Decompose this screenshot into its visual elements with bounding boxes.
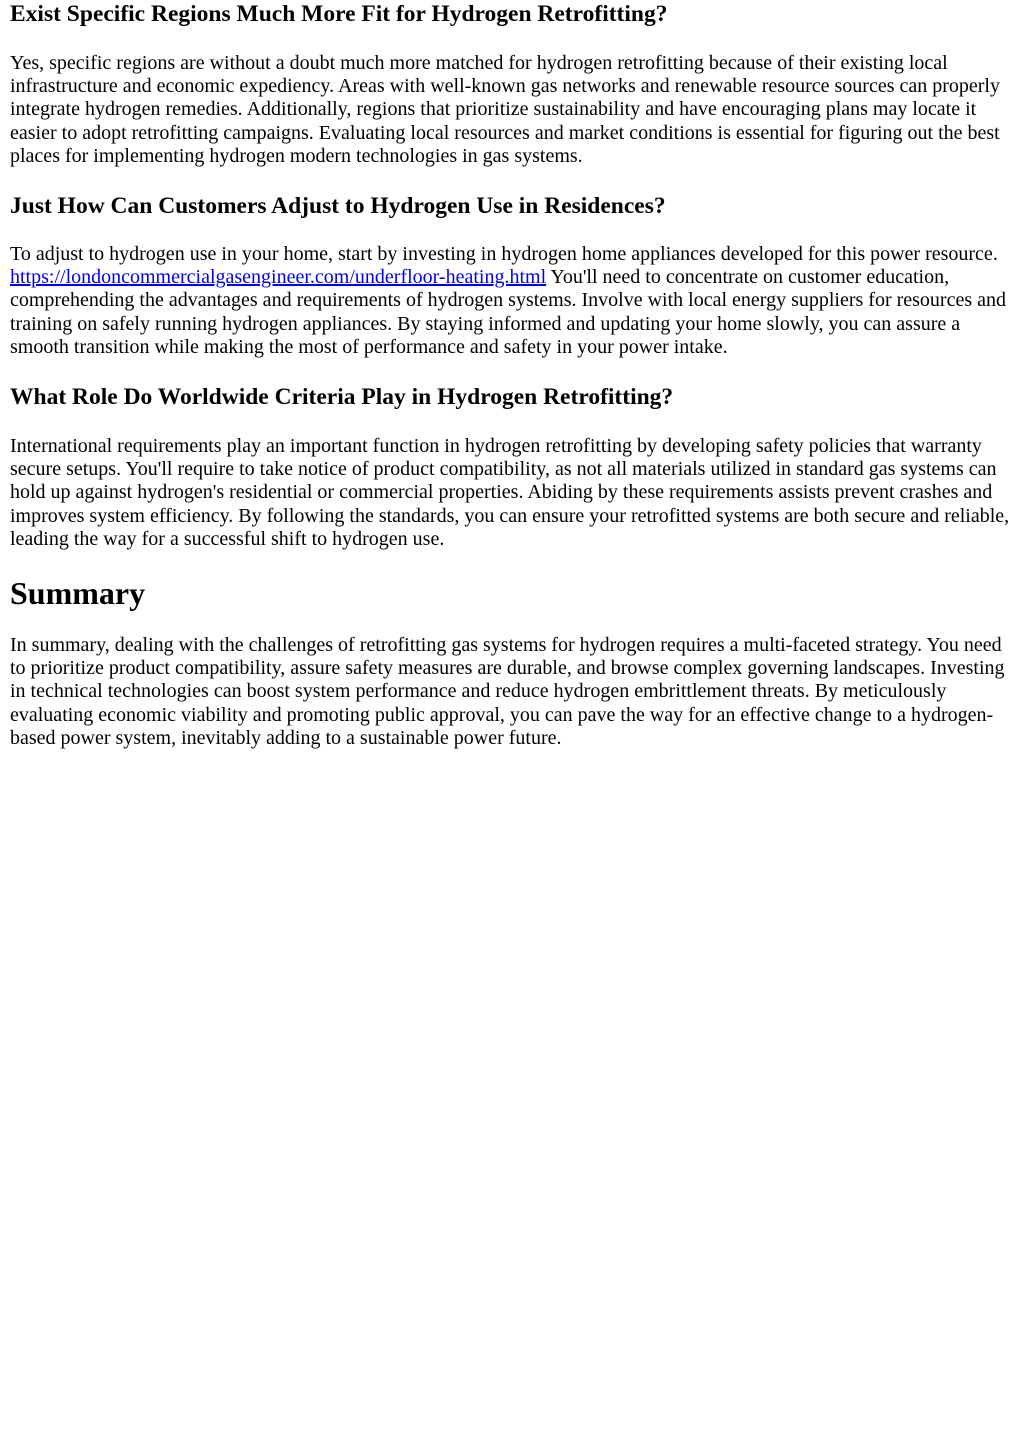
paragraph-adjust-before-link: To adjust to hydrogen use in your home, start by investing in hydrogen home appliances developed for this power resource. [10,243,998,266]
paragraph-regions: Yes, specific regions are without a doubt much more matched for hydrogen retrofitting because of their existing local infrastructure and economic expediency. Areas with well-known gas networks and renewable resource sources can properly integrate hydrogen remedies. Additionally, regions that prioritize sustainability and have encouraging plans may locate it easier to adopt retrofitting campaigns. Evaluating local resources and market conditions is essential for figuring out the best places for implementing hydrogen modern technologies in gas systems. [10,52,1000,167]
article-page [0,1,1024,750]
paragraph-summary: In summary, dealing with the challenges of retrofitting gas systems for hydrogen requires a multi-faceted strategy. You need to prioritize product compatibility, assure safety measures are durable, and browse complex governing landscapes. Investing in technical technologies can boost system performance and reduce hydrogen embrittlement threats. By meticulously evaluating economic viability and promoting public approval, you can pave the way for an effective change to a hydrogen-based power system, inevitably adding to a sustainable power future. [10,634,1005,749]
paragraph-adjust [10,243,1014,359]
paragraph-criteria: International requirements play an important function in hydrogen retrofitting by developing safety policies that warranty secure setups. You'll require to take notice of product compatibility, as not all materials utilized in standard gas systems can hold up against hydrogen's residential or commercial properties. Abiding by these requirements assists prevent crashes and improves system efficiency. By following the standards, you can ensure your retrofitted systems are both secure and reliable, leading the way for a successful shift to hydrogen use. [10,435,1010,550]
heading-regions: Exist Specific Regions Much More Fit for Hydrogen Retrofitting? [10,1,668,27]
underfloor-heating-link[interactable]: https://londoncommercialgasengineer.com/underfloor-heating.html [10,266,547,289]
heading-summary: Summary [10,575,146,612]
heading-adjust: Just How Can Customers Adjust to Hydrogen Use in Residences? [10,193,666,220]
paragraph-adjust-after-link: You'll need to concentrate on customer education, comprehending the advantages and requirements of hydrogen systems. Involve with local energy suppliers for resources and training on safely running hydrogen appliances. By staying informed and updating your home slowly, you can assure a smooth transition while making the most of performance and safety in your power intake. [10,266,1007,358]
heading-criteria: What Role Do Worldwide Criteria Play in Hydrogen Retrofitting? [10,384,674,411]
